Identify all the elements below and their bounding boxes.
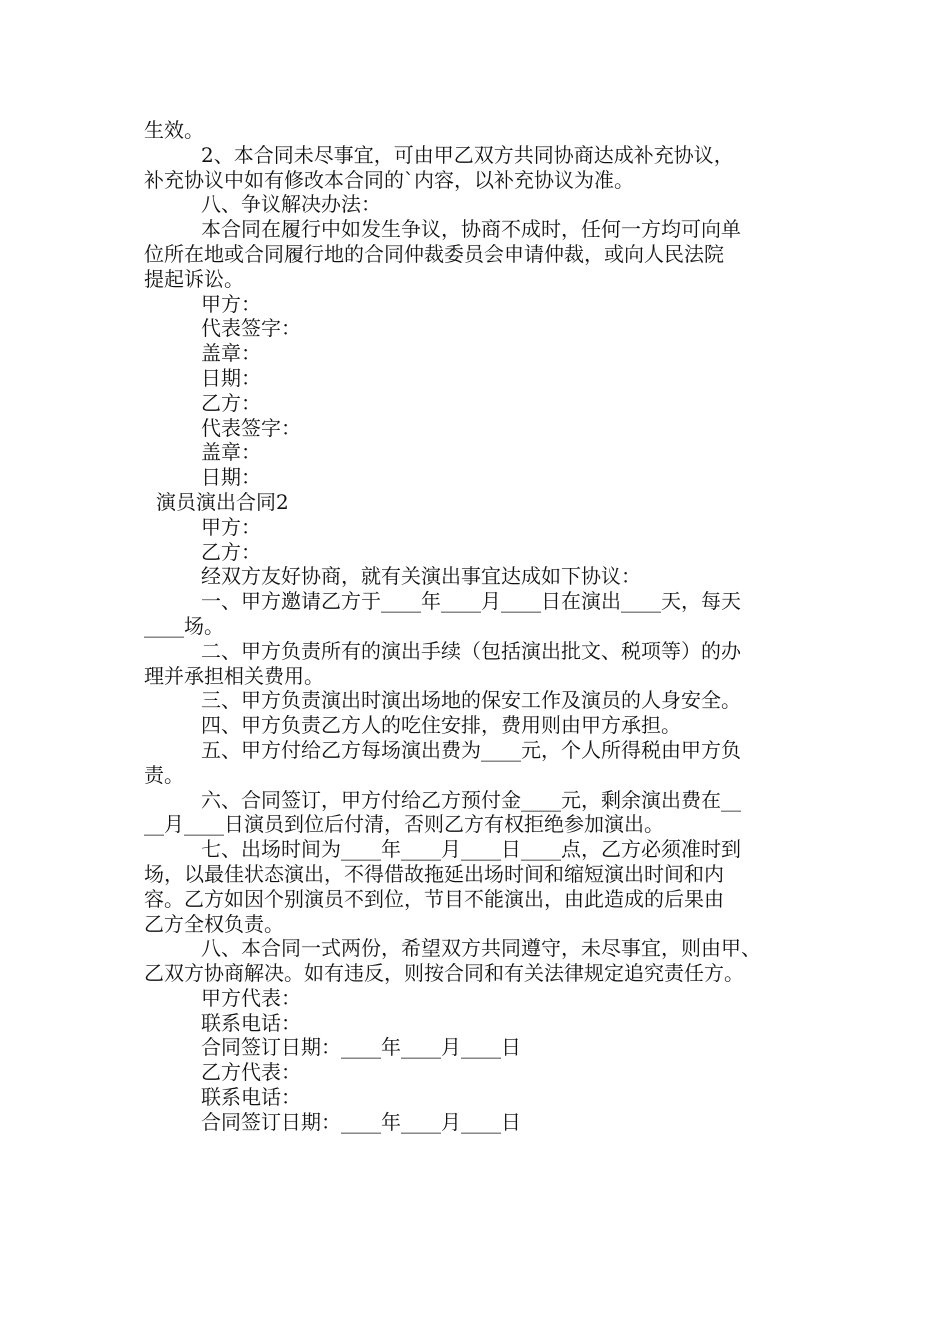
text-line: __月____日演员到位后付清，否则乙方有权拒绝参加演出。 bbox=[144, 812, 664, 837]
text-line: 日期： bbox=[201, 465, 261, 490]
text-line: 乙方代表： bbox=[201, 1060, 301, 1085]
text-line: 乙方： bbox=[201, 539, 261, 564]
text-line: 一、甲方邀请乙方于____年____月____日在演出____天，每天 bbox=[201, 589, 741, 614]
text-line: 三、甲方负责演出时演出场地的保安工作及演员的人身安全。 bbox=[201, 688, 741, 713]
text-line: 代表签字： bbox=[201, 316, 301, 341]
text-line: 理并承担相关费用。 bbox=[144, 663, 324, 688]
text-line: 位所在地或合同履行地的合同仲裁委员会申请仲裁，或向人民法院 bbox=[144, 241, 724, 266]
text-line: 甲方代表： bbox=[201, 985, 301, 1010]
text-line: 代表签字： bbox=[201, 415, 301, 440]
text-line: 五、甲方付给乙方每场演出费为____元，个人所得税由甲方负 bbox=[201, 737, 741, 762]
text-line: 联系电话： bbox=[201, 1010, 301, 1035]
text-line: 乙方全权负责。 bbox=[144, 911, 284, 936]
text-line: 盖章： bbox=[201, 341, 261, 366]
text-line: 盖章： bbox=[201, 440, 261, 465]
text-line: 2、本合同未尽事宜，可由甲乙双方共同协商达成补充协议， bbox=[201, 142, 734, 167]
text-line: 二、甲方负责所有的演出手续（包括演出批文、税项等）的办 bbox=[201, 638, 741, 663]
text-line: 合同签订日期：____年____月____日 bbox=[201, 1035, 521, 1060]
text-line: 甲方： bbox=[201, 291, 261, 316]
text-line: 八、争议解决办法： bbox=[201, 192, 381, 217]
text-line: 提起诉讼。 bbox=[144, 266, 244, 291]
text-line: ____场。 bbox=[144, 613, 224, 638]
text-line: 场，以最佳状态演出，不得借故拖延出场时间和缩短演出时间和内 bbox=[144, 861, 724, 886]
text-line: 八、本合同一式两份，希望双方共同遵守，未尽事宜，则由甲、 bbox=[201, 936, 761, 961]
section-heading: 演员演出合同2 bbox=[156, 489, 289, 514]
text-line: 乙方： bbox=[201, 390, 261, 415]
text-line: 经双方友好协商，就有关演出事宜达成如下协议： bbox=[201, 564, 641, 589]
text-line: 四、甲方负责乙方人的吃住安排，费用则由甲方承担。 bbox=[201, 713, 681, 738]
text-line: 日期： bbox=[201, 365, 261, 390]
document-page bbox=[144, 118, 814, 1135]
text-line: 生效。 bbox=[144, 118, 204, 142]
text-line: 六、合同签订，甲方付给乙方预付金____元，剩余演出费在__ bbox=[201, 787, 741, 812]
text-line: 合同签订日期：____年____月____日 bbox=[201, 1109, 521, 1134]
text-line: 本合同在履行中如发生争议，协商不成时，任何一方均可向单 bbox=[201, 217, 741, 242]
text-line: 联系电话： bbox=[201, 1085, 301, 1110]
text-line: 责。 bbox=[144, 762, 184, 787]
text-line: 容。乙方如因个别演员不到位，节目不能演出，由此造成的后果由 bbox=[144, 886, 724, 911]
text-line: 乙双方协商解决。如有违反，则按合同和有关法律规定追究责任方。 bbox=[144, 961, 744, 986]
text-line: 甲方： bbox=[201, 514, 261, 539]
text-line: 七、出场时间为____年____月____日____点，乙方必须准时到 bbox=[201, 837, 741, 862]
text-line: 补充协议中如有修改本合同的`内容，以补充协议为准。 bbox=[144, 167, 634, 192]
